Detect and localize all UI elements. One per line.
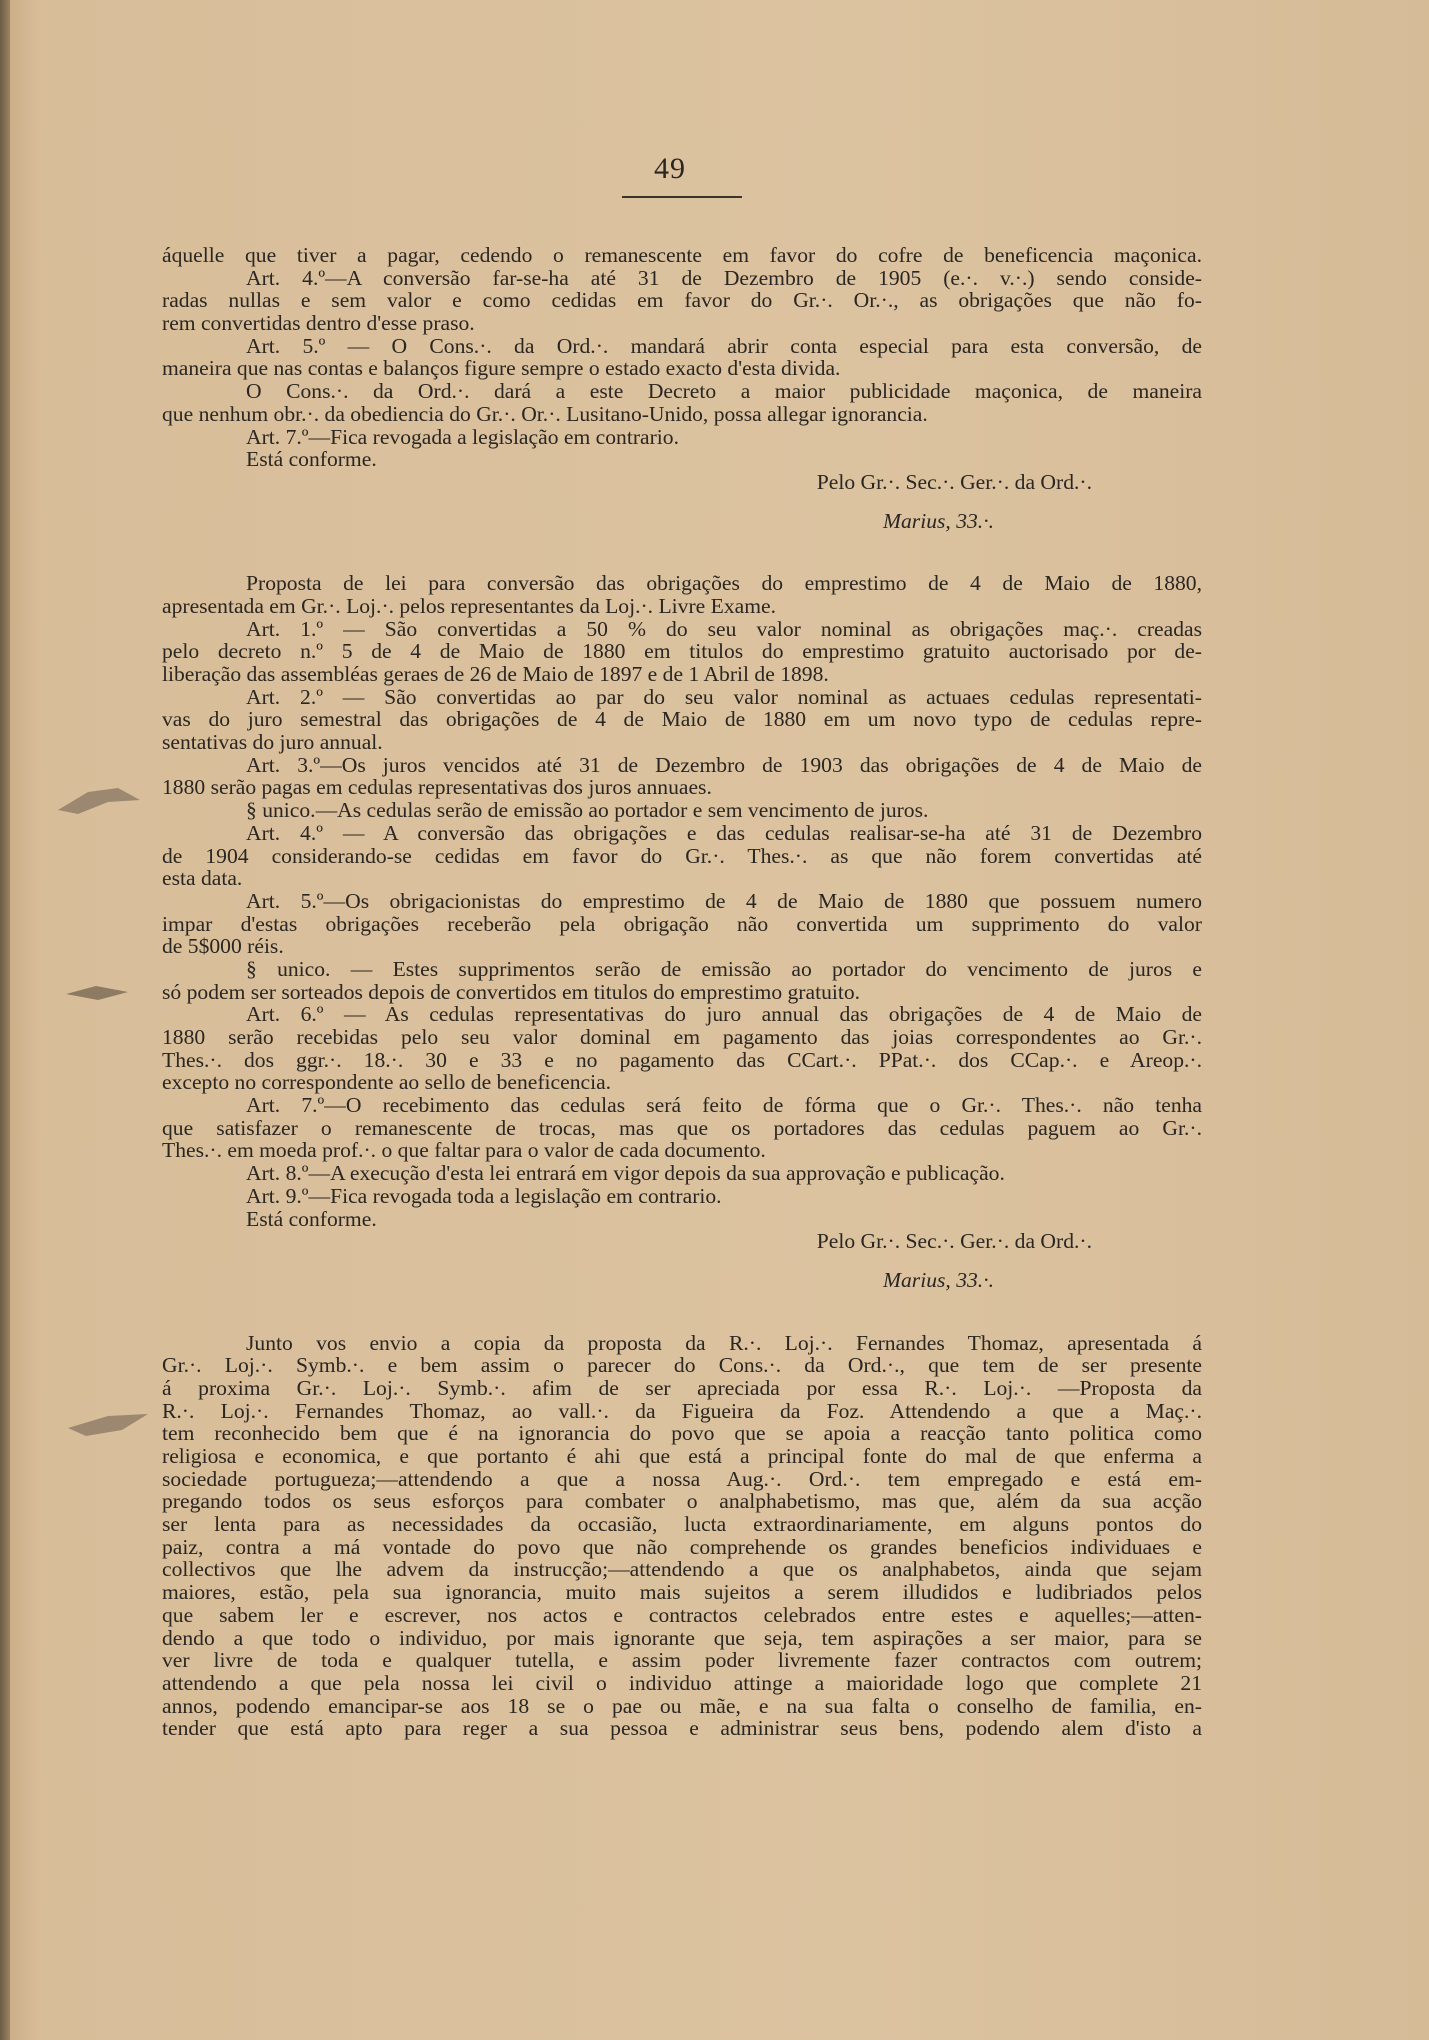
text-line: ver livre de toda e qualquer tutella, e assim poder livremente fazer contractos com outrem;: [162, 1648, 1202, 1673]
text-line: de 5$000 réis.: [162, 934, 284, 959]
text-line: Art. 3.º—Os juros vencidos até 31 de Dezembro de 1903 das obrigações de 4 de Maio de: [246, 752, 1202, 777]
text-line: Proposta de lei para conversão das obrigações do emprestimo de 4 de Maio de 1880,: [246, 571, 1202, 596]
text-line: só podem ser sorteados depois de convertidos em titulos do emprestimo gratuito.: [162, 979, 861, 1004]
text-line: O Cons.·. da Ord.·. dará a este Decreto a maior publicidade maçonica, de maneira: [246, 379, 1202, 404]
page-binding-edge: [0, 0, 10, 2040]
text-line: Art. 5.º—Os obrigacionistas do emprestimo de 4 de Maio de 1880 que possuem numero: [246, 888, 1202, 913]
text-line: Art. 7.º—O recebimento das cedulas será feito de fórma que o Gr.·. Thes.·. não tenha: [246, 1093, 1202, 1118]
text-line: impar d'estas obrigações receberão pela obrigação não convertida um supprimento do valor: [162, 911, 1202, 936]
text-line: Thes.·. dos ggr.·. 18.·. 30 e 33 e no pagamento das CCart.·. PPat.·. dos CCap.·. e Areop.·.: [162, 1047, 1202, 1072]
text-line: Está conforme.: [246, 1206, 377, 1231]
text-line: Art. 5.º — O Cons.·. da Ord.·. mandará abrir conta especial para esta conversão, de: [246, 333, 1202, 358]
text-line: apresentada em Gr.·. Loj.·. pelos representantes da Loj.·. Livre Exame.: [162, 593, 776, 618]
text-line: rem convertidas dentro d'esse praso.: [162, 311, 475, 336]
signature-name: Marius, 33.·.: [883, 508, 994, 533]
paper-damage-mark: [58, 972, 148, 1012]
text-line: esta data.: [162, 866, 243, 891]
text-line: Art. 2.º — São convertidas ao par do seu valor nominal as actuaes cedulas representati-: [246, 684, 1202, 709]
text-line: liberação das assembléas geraes de 26 de Maio de 1897 e de 1 Abril de 1898.: [162, 662, 829, 686]
text-line: Art. 7.º—Fica revogada a legislação em contrario.: [246, 424, 680, 449]
text-line: pelo decreto n.º 5 de 4 de Maio de 1880 em titulos do emprestimo gratuito auctorisado por de-: [162, 639, 1202, 664]
text-line: áquelle que tiver a pagar, cedendo o remanescente em favor do cofre de beneficencia maçonica.: [162, 243, 1202, 267]
text-line: attendendo a que pela nossa lei civil o individuo attinge a maioridade logo que complete 21: [162, 1670, 1202, 1695]
text-line: sentativas do juro annual.: [162, 730, 383, 755]
text-line: sociedade portugueza;—attendendo a que a nossa Aug.·. Ord.·. tem empregado e está em-: [162, 1466, 1202, 1491]
text-line: § unico. — Estes supprimentos serão de emissão ao portador do vencimento de juros e: [246, 956, 1202, 981]
text-line: Art. 8.º—A execução d'esta lei entrará em vigor depois da sua approvação e publicação.: [246, 1161, 1005, 1186]
text-line: 1880 serão pagas em cedulas representativas dos juros annuaes.: [162, 775, 712, 800]
text-line: Gr.·. Loj.·. Symb.·. e bem assim o parecer do Cons.·. da Ord.·., que tem de ser presente: [162, 1353, 1202, 1378]
text-line: 1880 serão recebidas pelo seu valor dominal em pagamento das joias correspondentes ao Gr.·.: [162, 1025, 1202, 1049]
spacer: [162, 532, 1202, 572]
signature-name: Marius, 33.·.: [883, 1267, 994, 1292]
text-line: que sabem ler e escrever, nos actos e contractos celebrados entre estes e aquelles;—atten-: [162, 1602, 1202, 1627]
text-line: Art. 6.º — As cedulas representativas do juro annual das obrigações de 4 de Maio de: [246, 1002, 1202, 1027]
text-line: Art. 1.º — São convertidas a 50 % do seu valor nominal as obrigações maç.·. creadas: [246, 616, 1202, 641]
paper-damage-mark: [62, 1392, 162, 1462]
text-line: que nenhum obr.·. da obediencia do Gr.·. Or.·. Lusitano-Unido, possa allegar ignorancia.: [162, 401, 928, 426]
header-rule: [622, 196, 742, 198]
text-line: Art. 9.º—Fica revogada toda a legislação em contrario.: [246, 1183, 722, 1208]
text-line: tender que está apto para reger a sua pessoa e administrar seus bens, podendo alem d'isto a: [162, 1716, 1202, 1741]
text-line: paiz, contra a má vontade do povo que não comprehende os grandes beneficios individuaes e: [162, 1534, 1202, 1559]
text-line: dendo a que todo o individuo, por mais ignorante que seja, tem aspirações a ser maior, para se: [162, 1625, 1202, 1650]
letter-section: [162, 1332, 1202, 1740]
signature-line: Pelo Gr.·. Sec.·. Ger.·. da Ord.·.: [816, 469, 1092, 494]
text-line: á proxima Gr.·. Loj.·. Symb.·. afim de ser apreciada por essa R.·. Loj.·. —Proposta da: [162, 1375, 1202, 1400]
text-line: R.·. Loj.·. Fernandes Thomaz, ao vall.·. da Figueira da Foz. Attendendo a que a Maç.·.: [162, 1398, 1202, 1423]
text-line: de 1904 considerando-se cedidas em favor do Gr.·. Thes.·. as que não forem convertidas até: [162, 843, 1202, 868]
text-line: radas nullas e sem valor e como cedidas em favor do Gr.·. Or.·., as obrigações que não fo-: [162, 288, 1202, 313]
text-line: collectivos que lhe advem da instrucção;—attendendo a que os analphabetos, ainda que sejam: [162, 1557, 1202, 1582]
decree-section: [162, 244, 1202, 471]
text-line: Art. 4.º—A conversão far-se-ha até 31 de Dezembro de 1905 (e.·. v.·.) sendo conside-: [246, 265, 1202, 290]
text-line: vas do juro semestral das obrigações de 4 de Maio de 1880 em um novo typo de cedulas repre-: [162, 707, 1202, 732]
signature-line: Pelo Gr.·. Sec.·. Ger.·. da Ord.·.: [816, 1229, 1092, 1254]
text-line: Thes.·. em moeda prof.·. o que faltar para o valor de cada documento.: [162, 1138, 766, 1163]
text-line: Está conforme.: [246, 447, 377, 472]
paper-damage-mark: [48, 770, 148, 830]
text-line: que satisfazer o remanescente de trocas, mas que os portadores das cedulas paguem ao Gr.·.: [162, 1115, 1202, 1140]
text-line: maneira que nas contas e balanços figure sempre o estado exacto d'esta divida.: [162, 356, 841, 381]
page-number: 49: [654, 152, 686, 185]
text-line: excepto no correspondente ao sello de beneficencia.: [162, 1070, 612, 1095]
spacer: [162, 1292, 1202, 1332]
text-line: § unico.—As cedulas serão de emissão ao portador e sem vencimento de juros.: [246, 798, 929, 823]
text-line: maiores, estão, pela sua ignorancia, muito mais sujeitos a serem illudidos e ludibriados pelos: [162, 1580, 1202, 1605]
text-line: annos, podendo emancipar-se aos 18 se o pae ou mãe, e na sua falta o conselho de familia, en-: [162, 1693, 1202, 1718]
text-line: tem reconhecido bem que é na ignorancia do povo que se apoia a reacção tanto politica como: [162, 1421, 1202, 1446]
text-line: Junto vos envio a copia da proposta da R.·. Loj.·. Fernandes Thomaz, apresentada á: [246, 1330, 1202, 1355]
document-body: [162, 244, 1202, 1740]
text-line: pregando todos os seus esforços para combater o analphabetismo, mas que, além da sua acção: [162, 1489, 1202, 1514]
text-line: ser lenta para as necessidades da occasião, lucta extraordinariamente, em alguns pontos do: [162, 1512, 1202, 1537]
text-line: Art. 4.º — A conversão das obrigações e das cedulas realisar-se-ha até 31 de Dezembro: [246, 820, 1202, 845]
text-line: religiosa e economica, e que portanto é ahi que está a principal fonte do mal de que enferma a: [162, 1444, 1202, 1468]
law-proposal-section: [162, 572, 1202, 1230]
